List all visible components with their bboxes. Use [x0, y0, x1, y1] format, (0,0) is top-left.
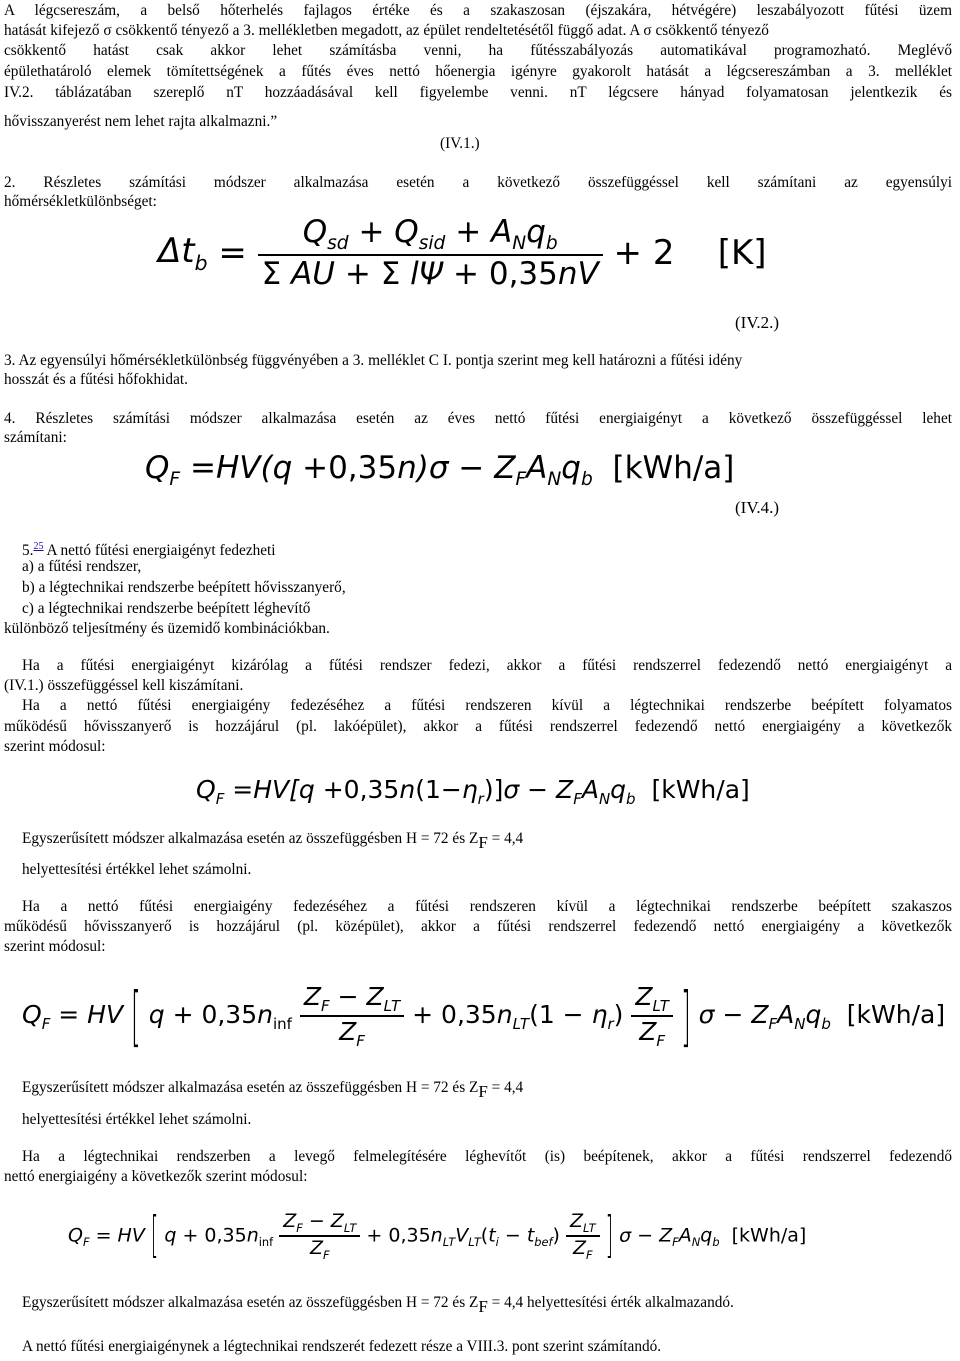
simplified-text: = 4,4	[487, 1079, 524, 1096]
text-line: A légcsereszám, a belső hőterhelés fajlagos értéke és a szakaszosan (éjszakára, hétvégére) leszabályozott fűtési üzem	[4, 2, 952, 19]
text-line: IV.2. táblázatában szereplő nT hozzáadásával kell figyelembe venni. nT légcsere hányad folyamatosan jelentkezik és	[4, 84, 952, 101]
text-line	[22, 1294, 952, 1316]
text-line: működésű hővisszanyerő is hozzájárul (pl. lakóépület), akkor a fűtési rendszerrel fedezendő nettó energiaigény a következők	[4, 718, 952, 735]
text-line: Ha a fűtési energiaigényt kizárólag a fűtési rendszer fedezi, akkor a fűtési rendszerrel fedezendő nettó energiaigényt a	[22, 657, 952, 674]
simplified-text: = 4,4 helyettesítési érték alkalmazandó.	[487, 1294, 734, 1311]
subscript: F	[478, 1297, 488, 1316]
text-line: szerint módosul:	[4, 738, 106, 755]
simplified-text: Egyszerűsített módszer alkalmazása esetén az összefüggésben H = 72 és Z	[22, 1079, 479, 1096]
text-line: hosszát és a fűtési hőfokhidat.	[4, 371, 188, 388]
text-line: hővisszanyerést nem lehet rajta alkalmazni.”	[4, 113, 278, 130]
simplified-text: Egyszerűsített módszer alkalmazása esetén az összefüggésben H = 72 és Z	[22, 830, 479, 847]
text-line	[22, 1079, 952, 1101]
text-line: épülethatároló elemek tömítettségének a fűtés éves nettó hőenergia igényre gyakorolt hatását a légcsereszámban a 3. melléklet	[4, 63, 952, 80]
equation-heat-recovery-intermittent: $Q_F$ = HV [ $q + 0,35n_{inf}$ $\frac{Z_F - Z_{LT}}{Z_F}$ + $0,35n_{LT}(1 - \eta_r)$ $\frac{Z_{LT}}{Z_F}$ ] $\sigma - Z_FA_Nq_b$ [kWh/a]	[22, 978, 946, 1054]
text-line: különböző teljesítmény és üzemidő kombinációkban.	[4, 620, 330, 637]
list-item: b) a légtechnikai rendszerbe beépített hővisszanyerő,	[22, 579, 346, 596]
text-line: A nettó fűtési energiaigénynek a légtechnikai rendszerét fedezett része a VIII.3. pont szerint számítandó.	[22, 1338, 662, 1355]
text-line: működésű hővisszanyerő is hozzájárul (pl. középület), akkor a fűtési rendszerrel fedezendő nettó energiaigény a következők	[4, 918, 952, 935]
equation-number: (IV.4.)	[735, 498, 780, 517]
item-number: 5.	[22, 542, 34, 560]
equation-air-heater: $Q_F$ = HV [ $q + 0,35n_{inf}$ $\frac{Z_F - Z_{LT}}{Z_F}$ + $0,35n_{LT}V_{LT}(t_i - t_{bef})$ $\frac{Z_{LT}}{Z_F}$ ] $\sigma - Z_FA_Nq_b$ [kWh/a]	[68, 1207, 807, 1265]
equation-number: (IV.1.)	[440, 135, 480, 152]
footnote-link[interactable]: 25	[33, 541, 44, 552]
text-line	[22, 830, 952, 852]
list-item: c) a légtechnikai rendszerbe beépített léghevítő	[22, 600, 311, 617]
text-line: helyettesítési értékkel lehet számolni.	[22, 861, 252, 878]
simplified-text: Egyszerűsített módszer alkalmazása esetén az összefüggésben H = 72 és Z	[22, 1294, 479, 1311]
item-text: A nettó fűtési energiaigényt fedezheti	[43, 542, 276, 560]
subscript: F	[478, 1082, 488, 1101]
text-line	[22, 538, 952, 560]
text-line: számítani:	[4, 429, 67, 446]
equation-iv4: $Q_F =HV(q +0,35n)\sigma - Z_FA_Nq_b$ [kWh/a]	[145, 450, 735, 491]
text-line: hőmérsékletkülönbséget:	[4, 193, 157, 210]
text-line: hatását kifejező σ csökkentő tényező a 3. mellékletben megadott, az épület rendeltetésétől függő adat. A σ csökkentő tényező	[4, 22, 769, 39]
text-line: Ha a nettó fűtési energiaigény fedezéséhez a fűtési rendszeren kívül a légtechnikai rendszerbe beépített folyamatos	[22, 697, 952, 714]
text-line: Ha a légtechnikai rendszerben a levegő felmelegítésére léghevítőt (is) beépítenek, akkor a fűtési rendszerrel fedezendő	[22, 1148, 952, 1165]
text-line: helyettesítési értékkel lehet számolni.	[22, 1111, 252, 1128]
subscript: F	[478, 833, 488, 852]
text-line: szerint módosul:	[4, 938, 106, 955]
list-item: a) a fűtési rendszer,	[22, 558, 142, 575]
equation-heat-recovery-continuous: $Q_F =HV[q +0,35n(1-\eta_r)]\sigma - Z_FA_Nq_b$ [kWh/a]	[196, 775, 750, 808]
text-line: 3. Az egyensúlyi hőmérsékletkülönbség függvényében a 3. melléklet C I. pontja szerint meg kell határozni a fűtési idény	[4, 352, 743, 369]
text-line: Ha a nettó fűtési energiaigény fedezéséhez a fűtési rendszeren kívül a légtechnikai rendszerbe beépített szakaszos	[22, 898, 952, 915]
text-line: nettó energiaigény a következők szerint módosul:	[4, 1168, 308, 1185]
equation-number: (IV.2.)	[735, 313, 780, 332]
text-line: 4. Részletes számítási módszer alkalmazása esetén az éves nettó fűtési energiaigényt a következő összefüggéssel lehet	[4, 410, 952, 427]
simplified-text: = 4,4	[487, 830, 524, 847]
text-line: csökkentő hatást csak akkor lehet számításba venni, ha fűtésszabályozás automatikával programozható. Meglévő	[4, 42, 952, 59]
text-line: 2. Részletes számítási módszer alkalmazása esetén a következő összefüggéssel kell számítani az egyensúlyi	[4, 174, 952, 191]
text-line: (IV.1.) összefüggéssel kell kiszámítani.	[4, 677, 244, 694]
equation-iv2: $\Delta t_b$ = $\frac{Q_{sd} + Q_{sid} + A_Nq_b}{\text{Σ AU + Σ lΨ + 0,35nV}}$ + 2 [K]	[158, 214, 767, 293]
